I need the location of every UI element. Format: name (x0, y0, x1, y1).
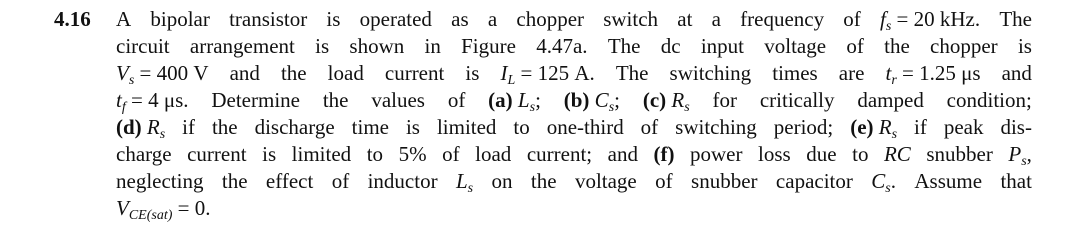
word: effect (265, 169, 314, 193)
word: of (846, 34, 864, 58)
word: $f_s = 20$ kHz. (880, 7, 981, 34)
word: if (914, 115, 927, 139)
word: shown (349, 34, 405, 58)
word: The (615, 61, 649, 85)
word: is (315, 34, 330, 58)
problem-number: 4.16 (54, 7, 91, 31)
word: input (700, 34, 744, 58)
word: 4.47a. (536, 34, 588, 58)
word: the (530, 169, 557, 193)
word: the (211, 115, 238, 139)
text-line (116, 87, 1032, 114)
word: current; (526, 142, 593, 166)
word: Determine (211, 88, 300, 112)
word: snubber (926, 142, 993, 166)
word: due (806, 142, 837, 166)
text-line (116, 195, 1032, 222)
word: for (712, 88, 738, 112)
word: chopper (930, 34, 998, 58)
word: of (331, 169, 350, 193)
word: voltage (764, 34, 827, 58)
word: (a) $L_s$; (488, 88, 541, 115)
word: load (475, 142, 512, 166)
word: on (491, 169, 513, 193)
word: is (326, 7, 341, 31)
word: if (182, 115, 195, 139)
word: period; (773, 115, 834, 139)
word: neglecting (116, 169, 204, 193)
word: 5% (398, 142, 427, 166)
word: is (1017, 34, 1032, 58)
word: Assume (914, 169, 983, 193)
word: of (640, 115, 659, 139)
word: to (852, 142, 869, 166)
word: snubber (691, 169, 758, 193)
word: to (513, 115, 530, 139)
word: loss (758, 142, 791, 166)
word: arrangement (189, 34, 295, 58)
word: inductor (367, 169, 438, 193)
word: a (711, 7, 721, 31)
word: time (351, 115, 389, 139)
word: limited (291, 142, 352, 166)
word: (f) (653, 142, 675, 166)
word: chopper (516, 7, 585, 31)
word: Figure (461, 34, 516, 58)
word: of (655, 169, 673, 193)
word: (d) $R_s$ (116, 115, 166, 142)
word: one-third (546, 115, 624, 139)
word: times (772, 61, 818, 85)
word: of (843, 7, 861, 31)
text-line (116, 60, 1032, 87)
word: $t_r = 1.25$ μs (885, 61, 981, 88)
word: frequency (740, 7, 825, 31)
word: and (229, 61, 260, 85)
word: power (690, 142, 743, 166)
word: switch (603, 7, 659, 31)
word: $P_s$, (1008, 142, 1032, 169)
word: the (221, 169, 248, 193)
word: transistor (229, 7, 308, 31)
word: charge (116, 142, 172, 166)
word: RC (883, 142, 911, 166)
word: (c) $R_s$ (642, 88, 690, 115)
problem-text (116, 6, 1032, 222)
word: the (884, 34, 910, 58)
word: and (607, 142, 638, 166)
word: (b) $C_s$; (563, 88, 620, 115)
word: is (262, 142, 277, 166)
word: to (366, 142, 384, 166)
word: $V_s = 400$ V (116, 61, 209, 88)
word: $V_{CE(sat)} = 0$. (116, 196, 211, 223)
word: are (838, 61, 865, 85)
text-line (116, 6, 1032, 33)
text-line (116, 114, 1032, 141)
word: of (442, 142, 460, 166)
word: damped (857, 88, 924, 112)
word: bipolar (150, 7, 210, 31)
text-line (116, 141, 1032, 168)
word: capacitor (775, 169, 853, 193)
word: switching (675, 115, 757, 139)
word: peak (943, 115, 984, 139)
word: The (999, 7, 1032, 31)
word: critically (759, 88, 835, 112)
word: operated (359, 7, 432, 31)
word: limited (436, 115, 497, 139)
word: The (607, 34, 641, 58)
word: is (405, 115, 420, 139)
word: the (322, 88, 349, 112)
word: dc (660, 34, 681, 58)
word: discharge (254, 115, 335, 139)
word: condition; (946, 88, 1032, 112)
word: is (465, 61, 480, 85)
text-line (116, 168, 1032, 195)
word: switching (669, 61, 752, 85)
word: circuit (116, 34, 170, 58)
word: $t_f = 4$ μs. (116, 88, 189, 115)
word: as (451, 7, 469, 31)
word: $I_L = 125$ A. (500, 61, 595, 88)
word: at (677, 7, 693, 31)
word: current (187, 142, 247, 166)
word: dis- (1000, 115, 1032, 139)
word: that (1000, 169, 1032, 193)
word: values (371, 88, 425, 112)
word: current (384, 61, 445, 85)
word: a (487, 7, 498, 31)
word: and (1001, 61, 1032, 85)
word: in (424, 34, 441, 58)
word: $L_s$ (455, 169, 474, 196)
word: $C_s$. (871, 169, 896, 196)
word: load (327, 61, 364, 85)
text-line (116, 33, 1032, 60)
word: voltage (574, 169, 637, 193)
word: (e) $R_s$ (850, 115, 898, 142)
word: of (447, 88, 466, 112)
word: A (116, 7, 132, 31)
word: the (280, 61, 307, 85)
